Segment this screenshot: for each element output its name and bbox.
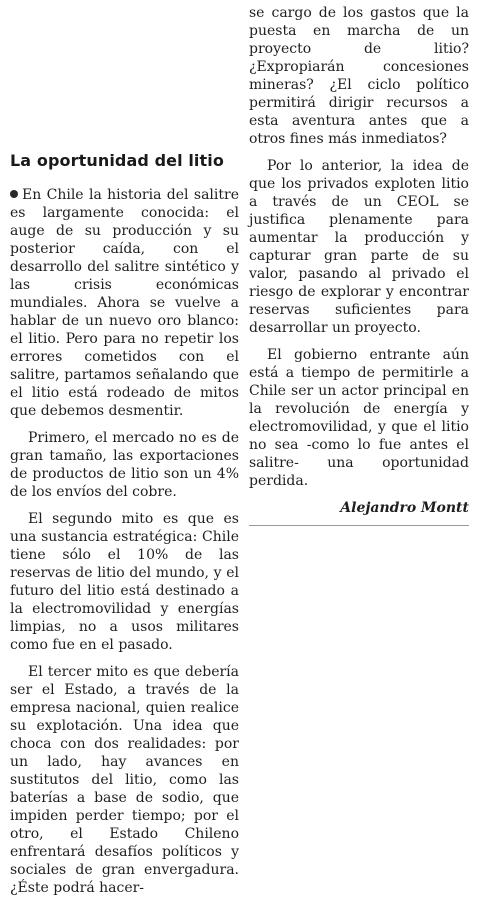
paragraph-7: El gobierno entrante aún está a tiempo de permitirle a Chile ser un actor principal en la revolución de energía y electromovilidad, y que el litio no sea -como lo fue antes el salitre- una oportunidad perdida. xyxy=(249,347,469,489)
paragraph-1-text: En Chile la historia del salitre es largamente conocida: el auge de su producción y su posterior caída, con el desarrollo del salitre sintético y las crisis económicas mundiales. Ahora se vuelve a hablar de un nuevo oro blanco: el litio. Pero para no repetir los errores cometidos con el salitre, partamos señalando que el litio está rodeado de mitos que debemos desmentir. xyxy=(10,187,239,419)
paragraph-4: El tercer mito es que debería ser el Estado, a través de la empresa nacional, quien realice su explotación. Una idea que choca con dos realidades: por un lado, hay avances en sustitutos del litio, como las baterías a base de sodio, que impiden perder tiempo; por el otro, el Estado Chileno enfrentará desafíos políticos y sociales de gran envergadura. ¿Éste podrá hacer- xyxy=(10,664,239,896)
paragraph-1 xyxy=(10,186,239,420)
left-column xyxy=(10,150,239,906)
article-title: La oportunidad del litio xyxy=(10,151,224,170)
right-column xyxy=(249,4,469,526)
paragraph-6: Por lo anterior, la idea de que los privados exploten litio a través de un CEOL se justifica plenamente para aumentar la producción y capturar gran parte de su valor, pasando al privado el riesgo de explorar y encontrar reservas suficientes para desarrollar un proyecto. xyxy=(249,158,469,336)
paragraph-2: Primero, el mercado no es de gran tamaño, las exportaciones de productos de litio son un 4% de los envíos del cobre. xyxy=(10,430,239,500)
author-signature: Alejandro Montt xyxy=(340,500,469,516)
end-rule xyxy=(249,525,469,526)
paragraph-5: se cargo de los gastos que la puesta en marcha de un proyecto de litio? ¿Expropiarán concesiones mineras? ¿El ciclo político permitirá dirigir recursos a esta aventura antes que a otros fines más inmediatos? xyxy=(249,5,469,147)
bullet-icon xyxy=(10,190,18,198)
paragraph-3: El segundo mito es que es una sustancia estratégica: Chile tiene sólo el 10% de las reservas de litio del mundo, y el futuro del litio está destinado a la electromovilidad y energías limpias, no a usos militares como fue en el pasado. xyxy=(10,511,239,653)
